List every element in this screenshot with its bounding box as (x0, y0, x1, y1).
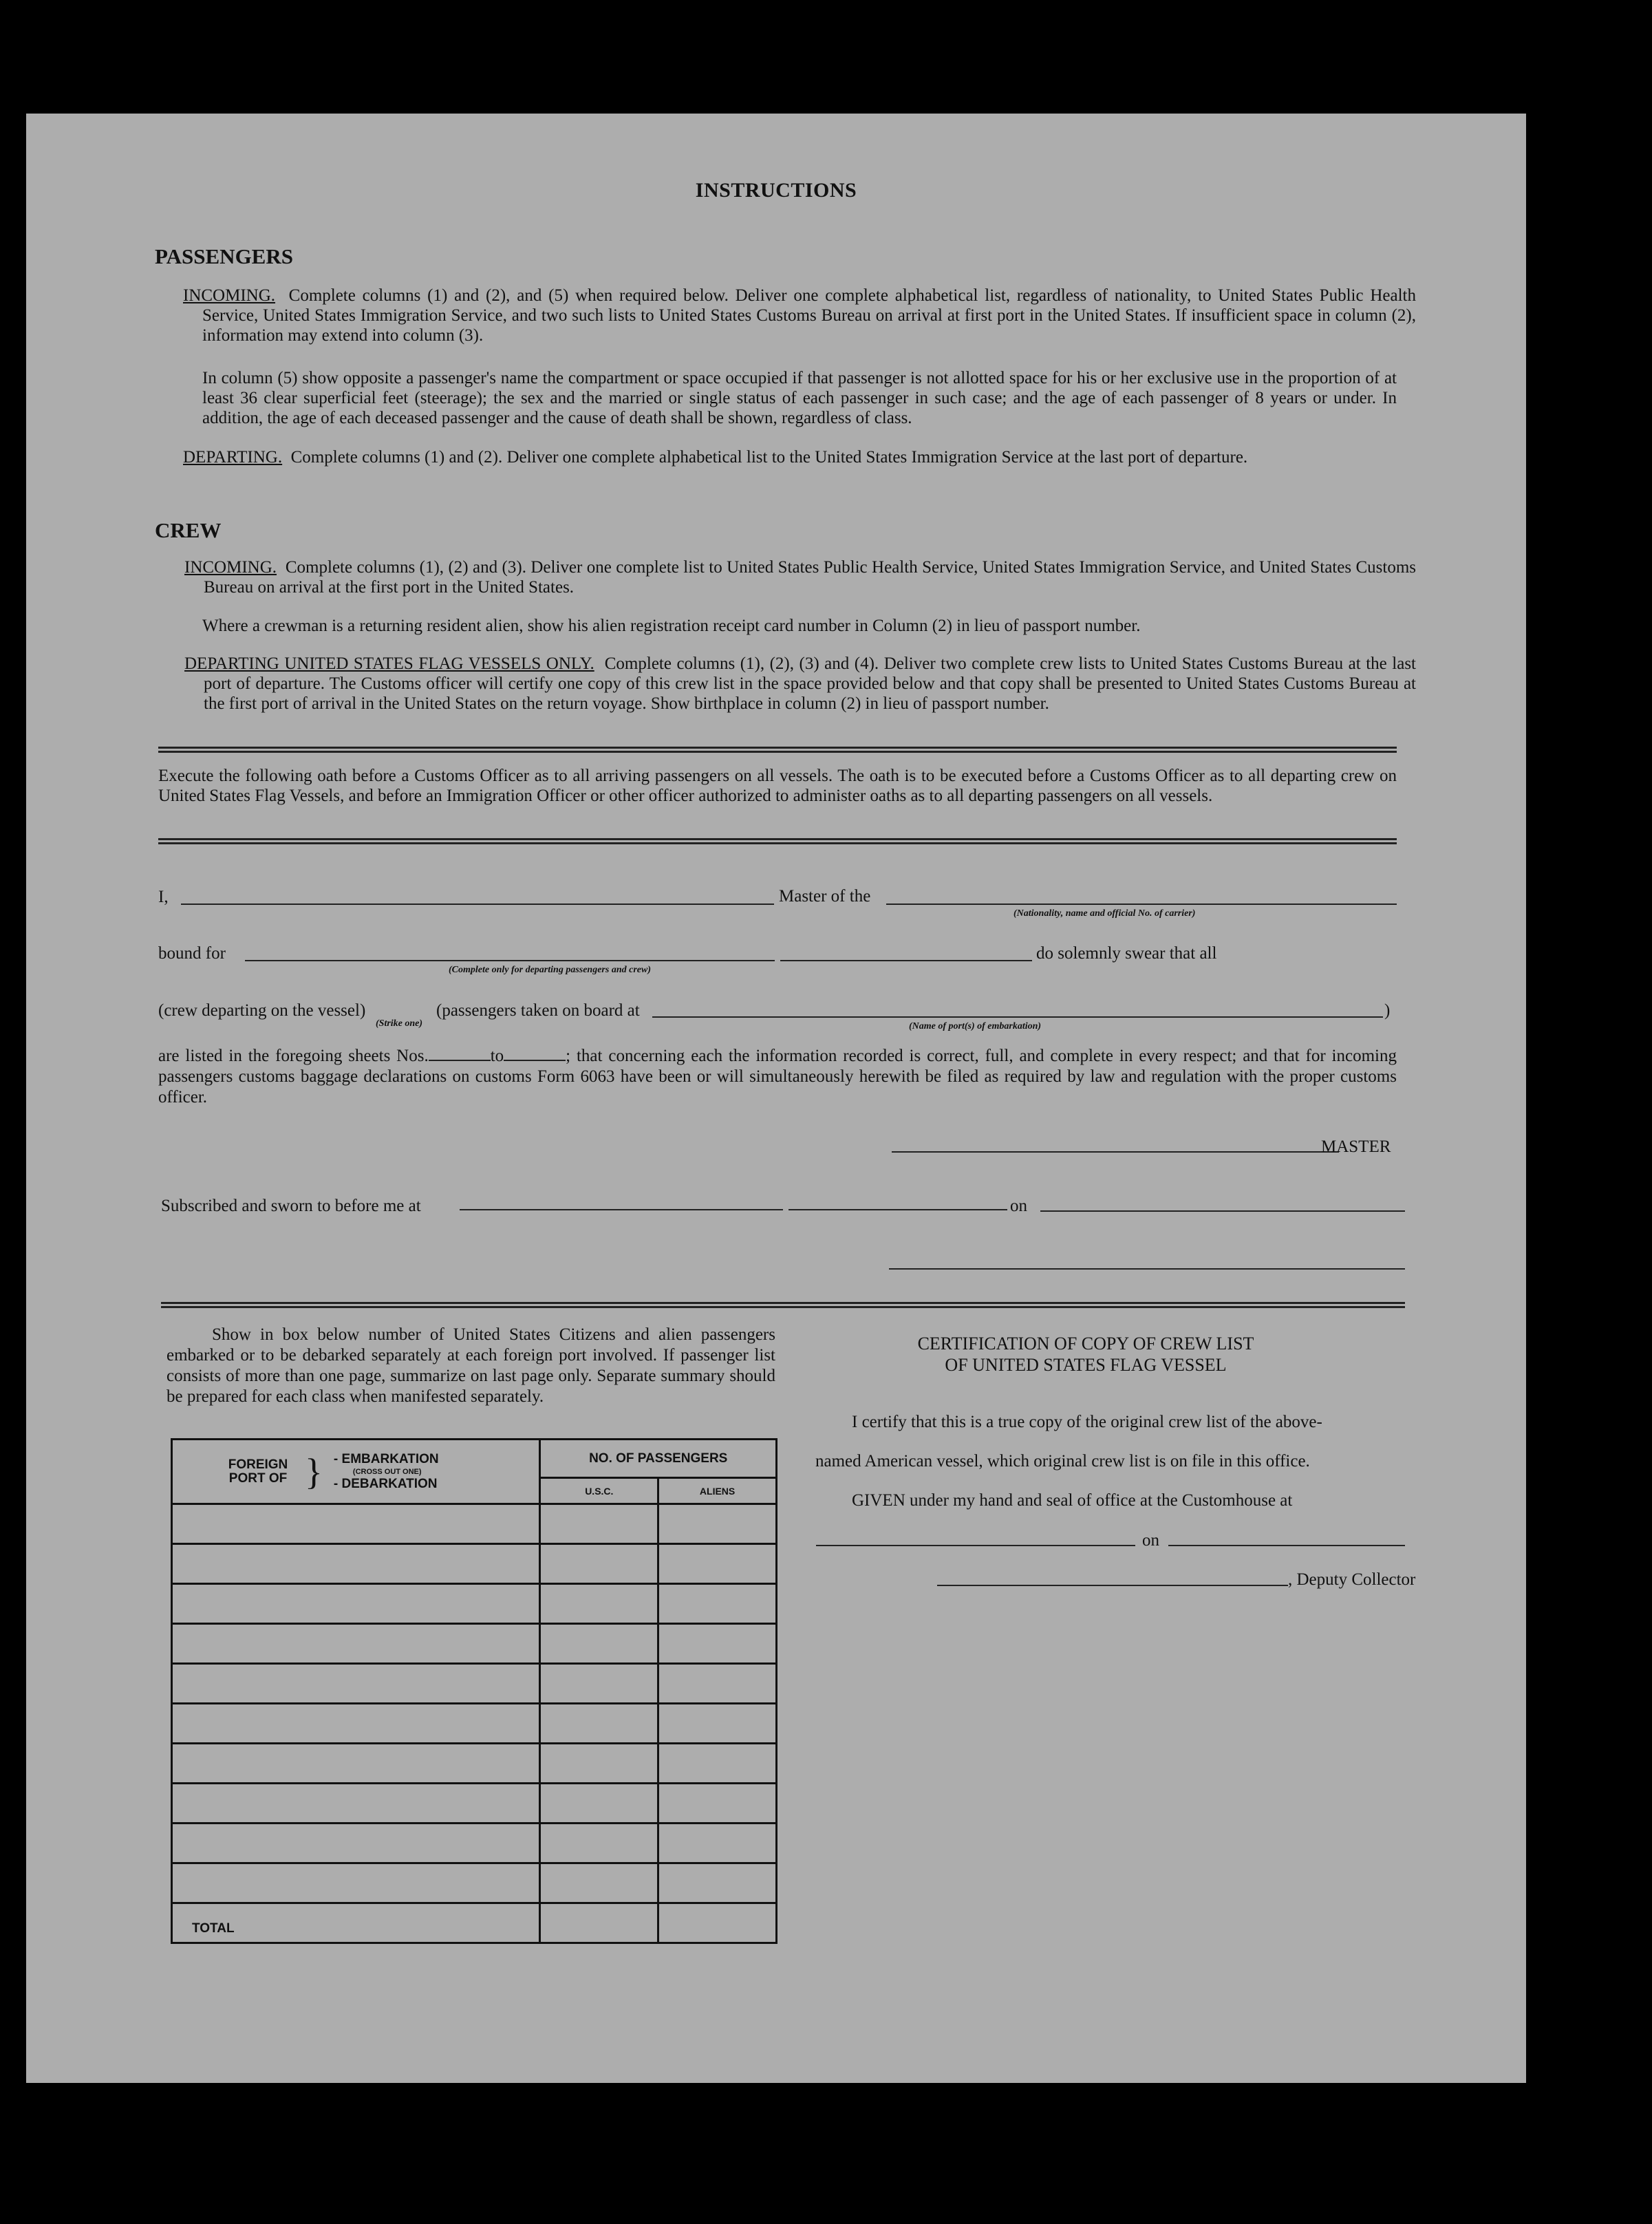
sheet-from-field[interactable] (429, 1046, 491, 1061)
passengers-column5-paragraph: In column (5) show opposite a passenger's name the compartment or space occupied if that passenger is not allotted space for his or her exclusive use in the proportion of at least 36 clear superficial feet (steerage); the sex and the married or single status of each passenger in such case; and the age of each passenger of 8 years or under. In addition, the age of each deceased passenger and the cause of death shall be shown, regardless of class. (202, 369, 1397, 427)
port-cell[interactable] (172, 1784, 540, 1824)
deputy-collector-label: , Deputy Collector (1288, 1570, 1416, 1589)
swear-label: do solemnly swear that all (1036, 944, 1217, 963)
certify-line2: named American vessel, which original crew list is on file in this office. (815, 1452, 1310, 1471)
sworn-place-field[interactable] (460, 1209, 783, 1210)
oath-i-label: I, (158, 888, 169, 906)
cert-on-label: on (1142, 1531, 1159, 1550)
crew-incoming-lead: INCOMING. (184, 558, 277, 577)
passengers-heading: PASSENGERS (155, 244, 293, 268)
total-usc-cell[interactable] (540, 1903, 658, 1943)
certify-line1: I certify that this is a true copy of the original crew list of the above- (852, 1413, 1322, 1431)
crew-resident-paragraph: Where a crewman is a returning resident alien, show his alien registration receipt card number in Column (2) in lieu of passport number. (202, 617, 1141, 635)
sworn-date-field[interactable] (1040, 1210, 1405, 1212)
brace-icon: } (305, 1451, 323, 1493)
port-cell[interactable] (172, 1584, 540, 1624)
usc-cell[interactable] (540, 1624, 658, 1664)
table-row (172, 1584, 777, 1624)
listed-rest: ; that concerning each the information recorded is correct, full, and complete in every respect; and that for incoming passengers customs baggage declarations on customs Form 6063 have been or will simultaneously herewith be filed as required by law and regulation with the proper customs officer. (158, 1047, 1397, 1106)
summary-instructions: Show in box below number of United States Citizens and alien passengers embarked or to be debarked separately at each foreign port involved. If passenger list consists of more than one page, summarize on last page only. Separate summary should be prepared for each class when manifested separately. (167, 1325, 775, 1406)
crew-departing-lead: DEPARTING UNITED STATES FLAG VESSELS ONLY. (184, 654, 594, 673)
cert-date-field[interactable] (1168, 1545, 1405, 1546)
aliens-cell[interactable] (658, 1664, 777, 1704)
table-row (172, 1824, 777, 1863)
total-aliens-cell[interactable] (658, 1903, 777, 1943)
no-passengers-header: NO. OF PASSENGERS (540, 1440, 777, 1478)
crew-incoming-text: Complete columns (1), (2) and (3). Deliver one complete list to United States Public Health Service, United States Immigration Service, and United States Customs Bureau on arrival at the first port in the United States. (204, 558, 1417, 597)
deputy-signature-field[interactable] (937, 1585, 1288, 1586)
usc-cell[interactable] (540, 1584, 658, 1624)
officer-signature-field[interactable] (889, 1268, 1405, 1270)
aliens-cell[interactable] (658, 1704, 777, 1744)
passenger-summary-table (171, 1438, 777, 1944)
cross-out-hint: (CROSS OUT ONE) (352, 1467, 422, 1476)
port-cell[interactable] (172, 1863, 540, 1903)
port-hint: (Name of port(s) of embarkation) (909, 1021, 1042, 1031)
table-row (172, 1744, 777, 1784)
aliens-cell[interactable] (658, 1504, 777, 1544)
usc-cell[interactable] (540, 1704, 658, 1744)
passengers-incoming-paragraph (183, 286, 1416, 345)
given-line: GIVEN under my hand and seal of office at the Customhouse at (852, 1491, 1293, 1510)
close-paren: ) (1384, 1001, 1391, 1020)
aliens-cell[interactable] (658, 1544, 777, 1584)
port-cell[interactable] (172, 1744, 540, 1784)
usc-cell[interactable] (540, 1744, 658, 1784)
crew-departing-option[interactable]: (crew departing on the vessel) (158, 1001, 366, 1020)
total-row (172, 1903, 777, 1943)
foreign-port-label: FOREIGN PORT OF (228, 1457, 288, 1486)
passengers-departing-text: Complete columns (1) and (2). Deliver one complete alphabetical list to the United States Immigration Service at the last port of departure. (290, 448, 1248, 467)
usc-cell[interactable] (540, 1863, 658, 1903)
aliens-cell[interactable] (658, 1584, 777, 1624)
master-name-field[interactable] (181, 903, 774, 905)
table-row (172, 1504, 777, 1544)
subscribed-label: Subscribed and sworn to before me at (161, 1197, 421, 1215)
port-cell[interactable] (172, 1824, 540, 1863)
certification-title (811, 1333, 1361, 1376)
crew-departing-text: Complete columns (1), (2), (3) and (4). Deliver two complete crew lists to United States Customs Bureau at the last port of departure. The Customs officer will certify one copy of this crew list in the space provided below and that copy shall be presented to United States Customs Bureau at the first port of arrival in the United States on the return voyage. Show birthplace in column (2) in lieu of passport number. (204, 654, 1416, 713)
passengers-departing-paragraph (183, 447, 1416, 467)
aliens-cell[interactable] (658, 1784, 777, 1824)
bound-hint: (Complete only for departing passengers and crew) (449, 965, 651, 975)
bound-for-label: bound for (158, 944, 226, 963)
passengers-taken-option[interactable]: (passengers taken on board at (436, 1001, 640, 1020)
passengers-incoming-text: Complete columns (1) and (2), and (5) when required below. Deliver one complete alphabetical list, regardless of nationality, to United States Public Health Service, United States Immigration Service, and two such lists to United States Customs Bureau on arrival at first port in the United States. If insufficient space in column (2), information may extend into column (3). (202, 286, 1416, 345)
port-cell[interactable] (172, 1664, 540, 1704)
double-rule-bottom (158, 838, 1397, 844)
usc-cell[interactable] (540, 1784, 658, 1824)
double-rule-top (158, 747, 1397, 753)
bound-for-field[interactable] (245, 960, 775, 961)
customhouse-field[interactable] (816, 1545, 1135, 1546)
listed-start: are listed in the foregoing sheets Nos. (158, 1047, 429, 1065)
debarkation-option[interactable]: - DEBARKATION (333, 1476, 438, 1491)
master-of-label: Master of the (779, 887, 871, 906)
total-label: TOTAL (172, 1903, 540, 1943)
usc-cell[interactable] (540, 1664, 658, 1704)
port-cell[interactable] (172, 1624, 540, 1664)
table-row (172, 1664, 777, 1704)
aliens-cell[interactable] (658, 1624, 777, 1664)
aliens-cell[interactable] (658, 1824, 777, 1863)
port-cell[interactable] (172, 1544, 540, 1584)
double-rule-section (161, 1302, 1405, 1308)
port-cell[interactable] (172, 1704, 540, 1744)
carrier-hint: (Nationality, name and official No. of carrier) (1013, 908, 1196, 919)
sworn-on-label: on (1010, 1197, 1027, 1215)
aliens-cell[interactable] (658, 1744, 777, 1784)
crew-departing-paragraph (184, 654, 1416, 714)
oath-intro: Execute the following oath before a Customs Officer as to all arriving passengers on all vessels. The oath is to be executed before a Customs Officer as to all departing crew on United States Flag Vessels, and before an Immigration Officer or other officer authorized to administer oaths as to all departing passengers on all vessels. (158, 767, 1397, 805)
table-row (172, 1863, 777, 1903)
listed-paragraph (158, 1046, 1397, 1108)
aliens-cell[interactable] (658, 1863, 777, 1903)
port-cell[interactable] (172, 1504, 540, 1544)
bound-for-field-2[interactable] (780, 960, 1032, 961)
certification-title-line2: OF UNITED STATES FLAG VESSEL (945, 1355, 1227, 1375)
crew-heading: CREW (155, 518, 222, 542)
usc-cell[interactable] (540, 1504, 658, 1544)
port-header-cell (172, 1440, 540, 1504)
aliens-header: ALIENS (658, 1478, 777, 1504)
usc-cell[interactable] (540, 1824, 658, 1863)
sworn-place-field-2[interactable] (789, 1209, 1007, 1210)
embarkation-port-field[interactable] (652, 1016, 1383, 1018)
usc-header: U.S.C. (540, 1478, 658, 1504)
form-page (26, 114, 1526, 2083)
crew-incoming-paragraph (184, 557, 1416, 597)
usc-cell[interactable] (540, 1544, 658, 1584)
table-row (172, 1704, 777, 1744)
certification-title-line1: CERTIFICATION OF COPY OF CREW LIST (917, 1334, 1254, 1354)
passengers-incoming-lead: INCOMING. (183, 286, 276, 305)
listed-to: to (490, 1047, 504, 1065)
master-label: MASTER (1321, 1137, 1391, 1156)
passengers-departing-lead: DEPARTING. (183, 448, 283, 467)
table-row (172, 1624, 777, 1664)
strike-one-hint: (Strike one) (376, 1018, 423, 1029)
table-row (172, 1784, 777, 1824)
carrier-field[interactable] (886, 903, 1397, 905)
sheet-to-field[interactable] (504, 1046, 566, 1061)
embarkation-option[interactable]: - EMBARKATION (333, 1451, 439, 1466)
page-title: INSTRUCTIONS (695, 179, 857, 202)
table-row (172, 1544, 777, 1584)
master-signature-field[interactable] (892, 1151, 1339, 1153)
